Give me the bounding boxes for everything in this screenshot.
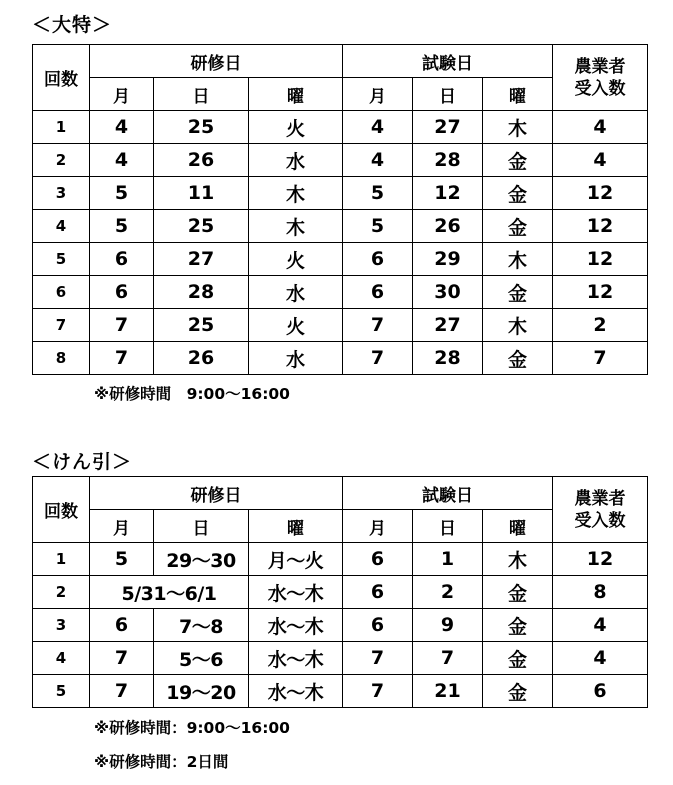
header-exam-month: 月	[343, 78, 413, 111]
header-farmers-line1: 農業者	[574, 56, 626, 77]
cell-kaisu: 4	[33, 210, 90, 243]
cell-exam-day: 9	[413, 609, 483, 642]
cell-training-month: 7	[90, 342, 154, 375]
cell-training-month: 5	[90, 543, 154, 576]
table-row	[33, 111, 648, 144]
table-row	[33, 609, 648, 642]
header-kaisu: 回数	[33, 477, 90, 543]
cell-kaisu: 3	[33, 609, 90, 642]
header-training-month: 月	[90, 78, 154, 111]
cell-exam-day: 28	[413, 144, 483, 177]
cell-exam-weekday: 木	[483, 243, 553, 276]
cell-exam-weekday: 金	[483, 642, 553, 675]
cell-exam-weekday: 金	[483, 210, 553, 243]
header-exam-day-col: 日	[413, 510, 483, 543]
cell-training-month: 6	[90, 609, 154, 642]
cell-training-day: 26	[154, 144, 249, 177]
cell-training-weekday: 水～木	[249, 675, 343, 708]
cell-exam-weekday: 金	[483, 576, 553, 609]
cell-exam-day: 27	[413, 111, 483, 144]
cell-exam-day: 26	[413, 210, 483, 243]
cell-exam-month: 5	[343, 177, 413, 210]
cell-exam-month: 6	[343, 276, 413, 309]
cell-training-weekday: 火	[249, 111, 343, 144]
cell-exam-weekday: 木	[483, 309, 553, 342]
cell-kaisu: 3	[33, 177, 90, 210]
cell-exam-day: 28	[413, 342, 483, 375]
cell-exam-month: 5	[343, 210, 413, 243]
cell-exam-weekday: 金	[483, 144, 553, 177]
cell-training-month: 4	[90, 144, 154, 177]
cell-training-day: 28	[154, 276, 249, 309]
cell-training-weekday: 水～木	[249, 576, 343, 609]
cell-exam-weekday: 金	[483, 609, 553, 642]
cell-farmers: 12	[553, 177, 648, 210]
header-exam-day: 試験日	[343, 477, 553, 510]
cell-exam-day: 27	[413, 309, 483, 342]
table-row	[33, 309, 648, 342]
cell-farmers: 12	[553, 276, 648, 309]
table-row	[33, 543, 648, 576]
cell-farmers: 7	[553, 342, 648, 375]
cell-exam-month: 7	[343, 309, 413, 342]
header-exam-weekday: 曜	[483, 510, 553, 543]
cell-training-month: 5	[90, 210, 154, 243]
cell-exam-day: 12	[413, 177, 483, 210]
cell-farmers: 4	[553, 111, 648, 144]
header-farmers	[553, 477, 648, 543]
cell-training-day: 11	[154, 177, 249, 210]
cell-farmers: 4	[553, 144, 648, 177]
cell-training-day: 29～30	[154, 543, 249, 576]
daitoku-schedule-table	[32, 44, 648, 375]
cell-farmers: 4	[553, 609, 648, 642]
daitoku-title: ＜大特＞	[32, 14, 113, 36]
header-training-day: 研修日	[90, 45, 343, 78]
cell-training-weekday: 月～火	[249, 543, 343, 576]
table-row	[33, 243, 648, 276]
header-farmers	[553, 45, 648, 111]
cell-training-weekday: 水	[249, 276, 343, 309]
kenbiki-schedule-table	[32, 476, 648, 708]
cell-exam-day: 30	[413, 276, 483, 309]
cell-kaisu: 6	[33, 276, 90, 309]
cell-exam-day: 1	[413, 543, 483, 576]
header-training-month: 月	[90, 510, 154, 543]
table-row	[33, 144, 648, 177]
header-exam-month: 月	[343, 510, 413, 543]
cell-training-weekday: 木	[249, 177, 343, 210]
cell-training-month: 7	[90, 642, 154, 675]
cell-kaisu: 8	[33, 342, 90, 375]
cell-training-month: 4	[90, 111, 154, 144]
daitoku-training-hours-note: ※研修時間 9:00～16:00	[94, 385, 290, 403]
header-farmers-line2: 受入数	[574, 510, 626, 531]
kenbiki-training-days-note: ※研修時間：2日間	[94, 753, 229, 771]
kenbiki-training-hours-note: ※研修時間：9:00～16:00	[94, 719, 290, 737]
header-farmers-line1: 農業者	[574, 488, 626, 509]
header-training-weekday: 曜	[249, 510, 343, 543]
cell-training-day: 26	[154, 342, 249, 375]
cell-kaisu: 2	[33, 144, 90, 177]
cell-exam-month: 7	[343, 342, 413, 375]
cell-training-month: 6	[90, 243, 154, 276]
table-row	[33, 342, 648, 375]
cell-training-day: 19～20	[154, 675, 249, 708]
cell-exam-weekday: 金	[483, 342, 553, 375]
table-row	[33, 276, 648, 309]
cell-exam-weekday: 金	[483, 177, 553, 210]
cell-training-weekday: 水	[249, 144, 343, 177]
cell-exam-day: 21	[413, 675, 483, 708]
daitoku-rows	[33, 111, 648, 375]
cell-farmers: 2	[553, 309, 648, 342]
header-row-1	[33, 477, 648, 510]
cell-training-day: 25	[154, 210, 249, 243]
table-row	[33, 210, 648, 243]
cell-exam-month: 6	[343, 243, 413, 276]
header-kaisu: 回数	[33, 45, 90, 111]
cell-training-day: 7～8	[154, 609, 249, 642]
header-exam-day: 試験日	[343, 45, 553, 78]
cell-farmers: 12	[553, 243, 648, 276]
cell-exam-month: 7	[343, 675, 413, 708]
cell-training-month: 7	[90, 309, 154, 342]
cell-farmers: 6	[553, 675, 648, 708]
table-row	[33, 576, 648, 609]
cell-training-month: 7	[90, 675, 154, 708]
header-exam-weekday: 曜	[483, 78, 553, 111]
cell-kaisu: 7	[33, 309, 90, 342]
cell-exam-month: 4	[343, 111, 413, 144]
cell-training-month: 5	[90, 177, 154, 210]
cell-exam-day: 29	[413, 243, 483, 276]
cell-farmers: 4	[553, 642, 648, 675]
cell-kaisu: 1	[33, 543, 90, 576]
table-row	[33, 177, 648, 210]
table-row	[33, 675, 648, 708]
cell-training-day: 25	[154, 111, 249, 144]
cell-training-day: 25	[154, 309, 249, 342]
cell-exam-month: 4	[343, 144, 413, 177]
cell-exam-weekday: 金	[483, 276, 553, 309]
table-row	[33, 642, 648, 675]
header-training-weekday: 曜	[249, 78, 343, 111]
cell-training-weekday: 水	[249, 342, 343, 375]
cell-farmers: 12	[553, 543, 648, 576]
cell-farmers: 12	[553, 210, 648, 243]
header-farmers-line2: 受入数	[574, 78, 626, 99]
cell-exam-weekday: 木	[483, 111, 553, 144]
cell-exam-month: 6	[343, 543, 413, 576]
cell-exam-weekday: 金	[483, 675, 553, 708]
cell-kaisu: 5	[33, 243, 90, 276]
cell-exam-day: 7	[413, 642, 483, 675]
cell-kaisu: 4	[33, 642, 90, 675]
cell-training-month: 6	[90, 276, 154, 309]
cell-training-month-day: 5/31～6/1	[90, 576, 249, 609]
header-exam-day-col: 日	[413, 78, 483, 111]
cell-exam-weekday: 木	[483, 543, 553, 576]
cell-training-weekday: 木	[249, 210, 343, 243]
kenbiki-rows	[33, 543, 648, 708]
cell-exam-month: 6	[343, 576, 413, 609]
cell-kaisu: 2	[33, 576, 90, 609]
cell-training-day: 27	[154, 243, 249, 276]
cell-training-weekday: 火	[249, 309, 343, 342]
header-training-day-col: 日	[154, 78, 249, 111]
cell-exam-day: 2	[413, 576, 483, 609]
header-row-1	[33, 45, 648, 78]
cell-kaisu: 1	[33, 111, 90, 144]
header-training-day: 研修日	[90, 477, 343, 510]
cell-farmers: 8	[553, 576, 648, 609]
cell-training-weekday: 水～木	[249, 609, 343, 642]
header-training-day-col: 日	[154, 510, 249, 543]
cell-training-weekday: 火	[249, 243, 343, 276]
cell-training-weekday: 水～木	[249, 642, 343, 675]
kenbiki-title: ＜けん引＞	[32, 451, 133, 473]
cell-training-day: 5～6	[154, 642, 249, 675]
cell-exam-month: 6	[343, 609, 413, 642]
cell-exam-month: 7	[343, 642, 413, 675]
cell-kaisu: 5	[33, 675, 90, 708]
